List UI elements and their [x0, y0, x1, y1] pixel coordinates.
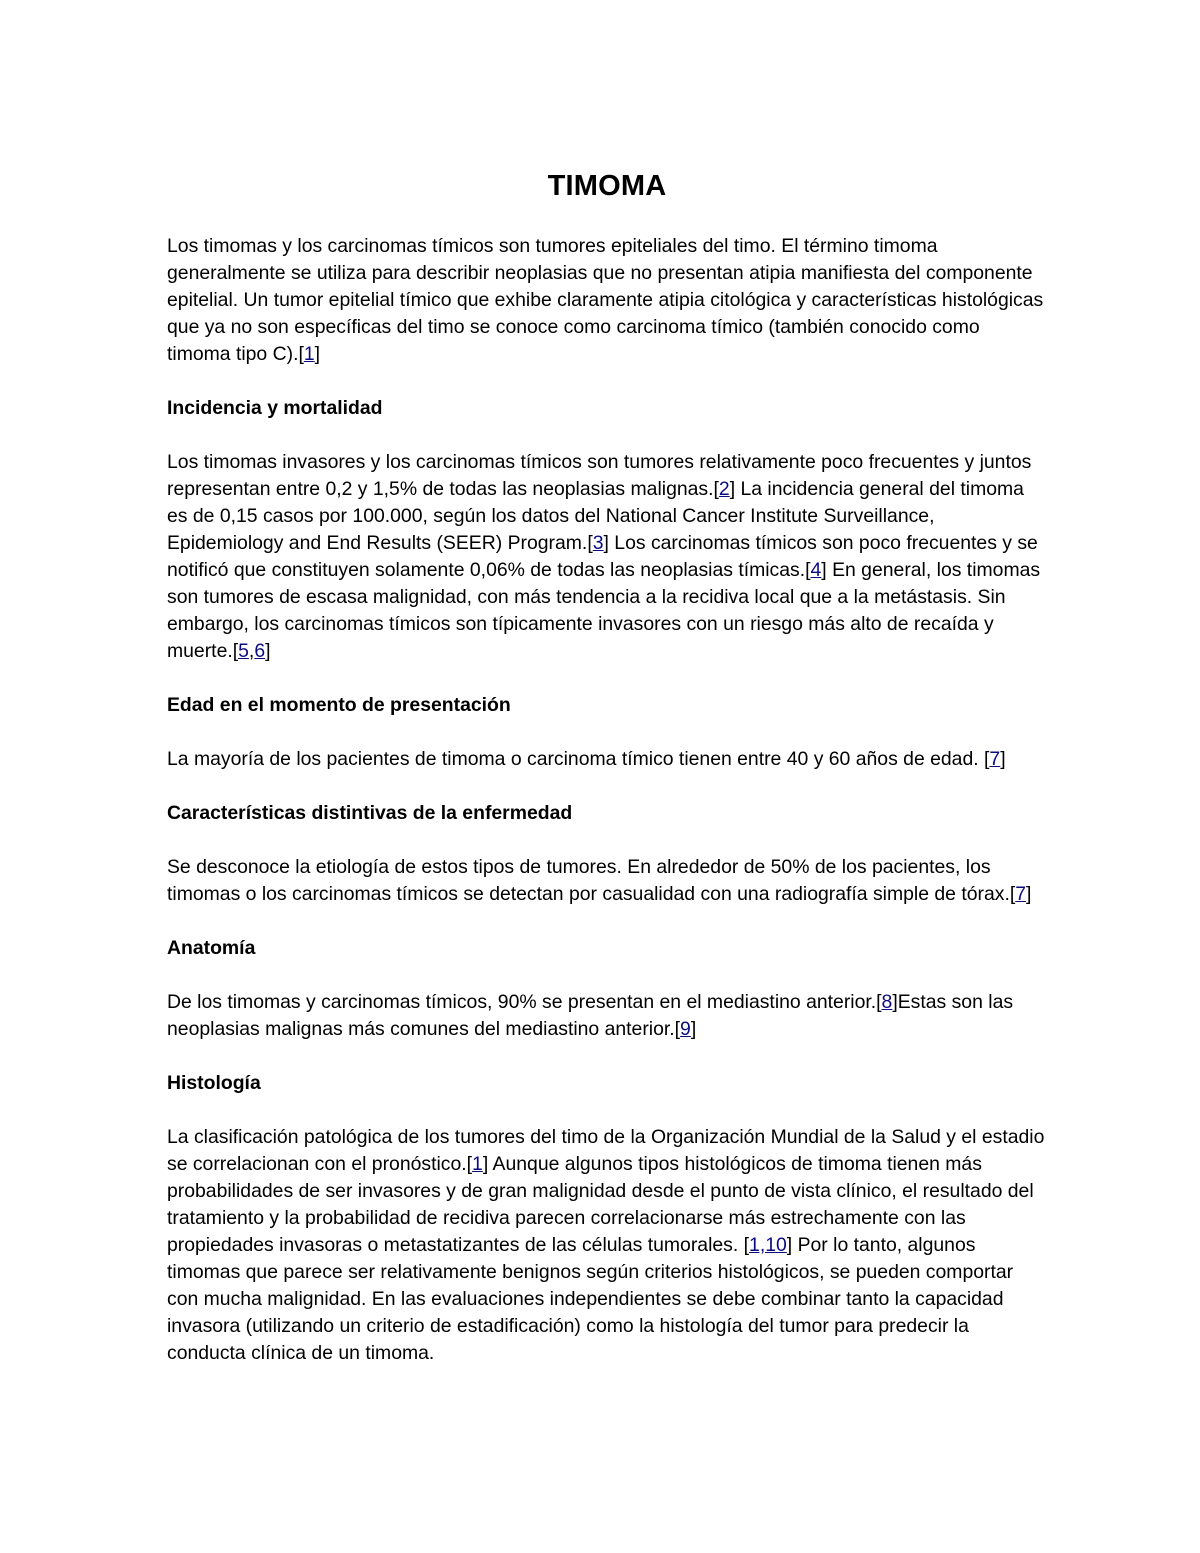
body-paragraph [167, 233, 1047, 368]
paragraph-text: De los timomas y carcinomas tímicos, 90% se presentan en el mediastino anterior.[ [167, 991, 882, 1013]
section-heading: Características distintivas de la enfermedad [167, 802, 573, 824]
paragraph-text: ] [314, 343, 321, 365]
body-paragraph [167, 746, 1047, 773]
citation-link[interactable]: 2 [718, 478, 730, 500]
paragraph-text: ] Aunque algunos tipos histológicos de timoma tienen más probabilidades de ser invasores y de gran malignidad desde el punto de vista clínico, el resultado del tratamiento y la probabilidad de recidiva parecen correlacionarse más estrechamente con las propiedades invasoras o metastatizantes de las células tumorales. [ [167, 1153, 1034, 1256]
section-heading: Histología [167, 1072, 261, 1094]
document-body [167, 168, 1047, 1394]
paragraph-text: ] [1026, 883, 1032, 905]
paragraph-text: ] Por lo tanto, algunos timomas que parece ser relativamente benignos según criterios histológicos, se pueden comportar con mucha malignidad. En las evaluaciones independientes se debe combinar tanto la capacidad invasora (utilizando un criterio de estadificación) como la histología del tumor para predecir la conducta clínica de un timoma. [167, 1234, 1014, 1364]
body-paragraph [167, 989, 1047, 1043]
paragraph-text: ] [1000, 748, 1006, 770]
page-title: TIMOMA [547, 170, 667, 202]
citation-link[interactable]: 8 [881, 991, 893, 1013]
paragraph-text: , [248, 640, 255, 662]
section-heading: Anatomía [167, 937, 256, 959]
citation-link[interactable]: 5 [238, 640, 249, 662]
paragraph-text: La mayoría de los pacientes de timoma o carcinoma tímico tienen entre 40 y 60 años de edad. [ [167, 748, 990, 770]
section-heading: Incidencia y mortalidad [167, 397, 383, 419]
paragraph-text: ] Los carcinomas tímicos son poco frecuentes y se notificó que constituyen solamente 0,06% de todas las neoplasias tímicas.[ [167, 532, 1038, 581]
citation-link[interactable]: 7 [989, 748, 1001, 770]
paragraph-text: Los timomas invasores y los carcinomas tímicos son tumores relativamente poco frecuentes y juntos representan entre 0,2 y 1,5% de todas las neoplasias malignas.[ [167, 451, 1032, 500]
section-heading: Edad en el momento de presentación [167, 694, 511, 716]
citation-link[interactable]: 4 [810, 559, 822, 581]
body-paragraph [167, 449, 1047, 665]
citation-link[interactable]: 1,10 [749, 1234, 787, 1256]
citation-link[interactable]: 3 [592, 532, 604, 554]
paragraph-text: ] [690, 1018, 697, 1040]
paragraph-text: ]Estas son las neoplasias malignas más comunes del mediastino anterior.[ [167, 991, 1014, 1040]
paragraph-text: ] En general, los timomas son tumores de escasa malignidad, con más tendencia a la recidiva local que a la metástasis. Sin embargo, los carcinomas tímicos son típicamente invasores con un riesgo más alto de recaída y muerte.[ [167, 559, 1041, 662]
body-paragraph [167, 1124, 1047, 1367]
paragraph-text: ] [265, 640, 271, 662]
paragraph-text: Los timomas y los carcinomas tímicos son tumores epiteliales del timo. El término timoma generalmente se utiliza para describir neoplasias que no presentan atipia manifiesta del componente epitelial. Un tumor epitelial tímico que exhibe claramente atipia citológica y características histológicas que ya no son específicas del timo se conoce como carcinoma tímico (también conocido como timoma tipo C).[ [167, 235, 1044, 365]
paragraph-text: La clasificación patológica de los tumores del timo de la Organización Mundial de la Salud y el estadio se correlacionan con el pronóstico.[ [167, 1126, 1045, 1175]
citation-link[interactable]: 1 [472, 1153, 483, 1175]
paragraph-text: ] La incidencia general del timoma es de 0,15 casos por 100.000, según los datos del National Cancer Institute Surveillance, Epidemiology and End Results (SEER) Program.[ [167, 478, 1024, 554]
citation-link[interactable]: 1 [303, 343, 315, 365]
citation-link[interactable]: 7 [1015, 883, 1027, 905]
citation-link[interactable]: 6 [254, 640, 266, 662]
citation-link[interactable]: 9 [680, 1018, 691, 1040]
body-paragraph [167, 854, 1047, 908]
paragraph-text: Se desconoce la etiología de estos tipos de tumores. En alrededor de 50% de los pacientes, los timomas o los carcinomas tímicos se detectan por casualidad con una radiografía simple de tórax.[ [167, 856, 1016, 905]
